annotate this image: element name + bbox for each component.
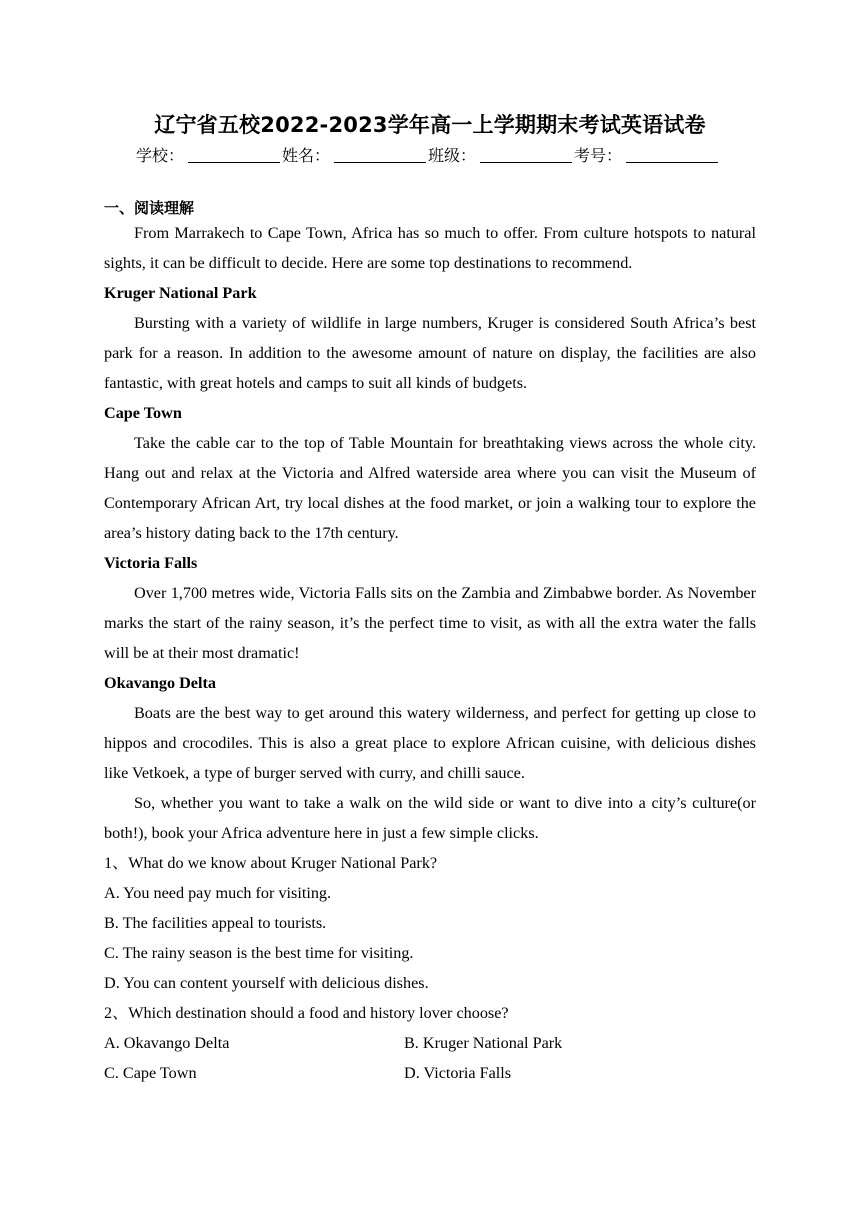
question-2-option-d: D. Victoria Falls — [404, 1064, 512, 1082]
closing-paragraph: So, whether you want to take a walk on the wild side or want to dive into a city’s culture(or both!), book your Africa adventure here in just a few simple clicks. — [104, 794, 756, 842]
question-1-option-b: B. The facilities appeal to tourists. — [104, 914, 327, 932]
section-heading: 一、阅读理解 — [104, 199, 195, 217]
victoria-paragraph: Over 1,700 metres wide, Victoria Falls sits on the Zambia and Zimbabwe border. As November marks the start of the rainy season, it’s the perfect time to visit, as with all the extra water the falls will be at their most dramatic! — [104, 584, 756, 662]
kruger-heading: Kruger National Park — [104, 284, 257, 302]
number-label: 考号： — [574, 146, 623, 165]
name-label: 姓名： — [282, 146, 331, 165]
question-1-option-c: C. The rainy season is the best time for visiting. — [104, 944, 414, 962]
okavango-heading: Okavango Delta — [104, 674, 216, 692]
class-blank — [480, 147, 572, 163]
school-blank — [188, 147, 280, 163]
reading-content — [104, 218, 756, 1088]
class-label: 班级： — [428, 146, 477, 165]
student-info-row — [136, 145, 720, 167]
capetown-paragraph: Take the cable car to the top of Table Mountain for breathtaking views across the whole city. Hang out and relax at the Victoria and Alfred waterside area where you can visit the Museum of Contemporary African Art, try local dishes at the food market, or join a walking tour to explore the area’s history dating back to the 17th century. — [104, 434, 756, 542]
question-2-options-row-1 — [104, 1028, 756, 1058]
capetown-heading: Cape Town — [104, 404, 182, 422]
question-2-options-row-2 — [104, 1058, 756, 1088]
exam-title: 辽宁省五校2022-2023学年高一上学期期末考试英语试卷 — [154, 113, 706, 137]
school-label: 学校： — [136, 146, 185, 165]
passage-intro: From Marrakech to Cape Town, Africa has so much to offer. From culture hotspots to natural sights, it can be difficult to decide. Here are some top destinations to recommend. — [104, 224, 756, 272]
okavango-paragraph: Boats are the best way to get around this watery wilderness, and perfect for getting up close to hippos and crocodiles. This is also a great place to explore African cuisine, with delicious dishes like Vetkoek, a type of burger served with curry, and chilli sauce. — [104, 704, 756, 782]
question-2-option-a: A. Okavango Delta — [104, 1034, 230, 1052]
question-1-option-a: A. You need pay much for visiting. — [104, 884, 332, 902]
number-blank — [626, 147, 718, 163]
victoria-heading: Victoria Falls — [104, 554, 198, 572]
question-2-option-b: B. Kruger National Park — [404, 1034, 563, 1052]
question-2-option-c: C. Cape Town — [104, 1064, 197, 1082]
kruger-paragraph: Bursting with a variety of wildlife in large numbers, Kruger is considered South Africa’s best park for a reason. In addition to the awesome amount of nature on display, the facilities are also fantastic, with great hotels and camps to suit all kinds of budgets. — [104, 314, 756, 392]
question-1-option-d: D. You can content yourself with delicious dishes. — [104, 974, 429, 992]
question-2-stem: 2、Which destination should a food and history lover choose? — [104, 1004, 509, 1022]
name-blank — [334, 147, 426, 163]
question-1-stem: 1、What do we know about Kruger National Park? — [104, 854, 438, 872]
